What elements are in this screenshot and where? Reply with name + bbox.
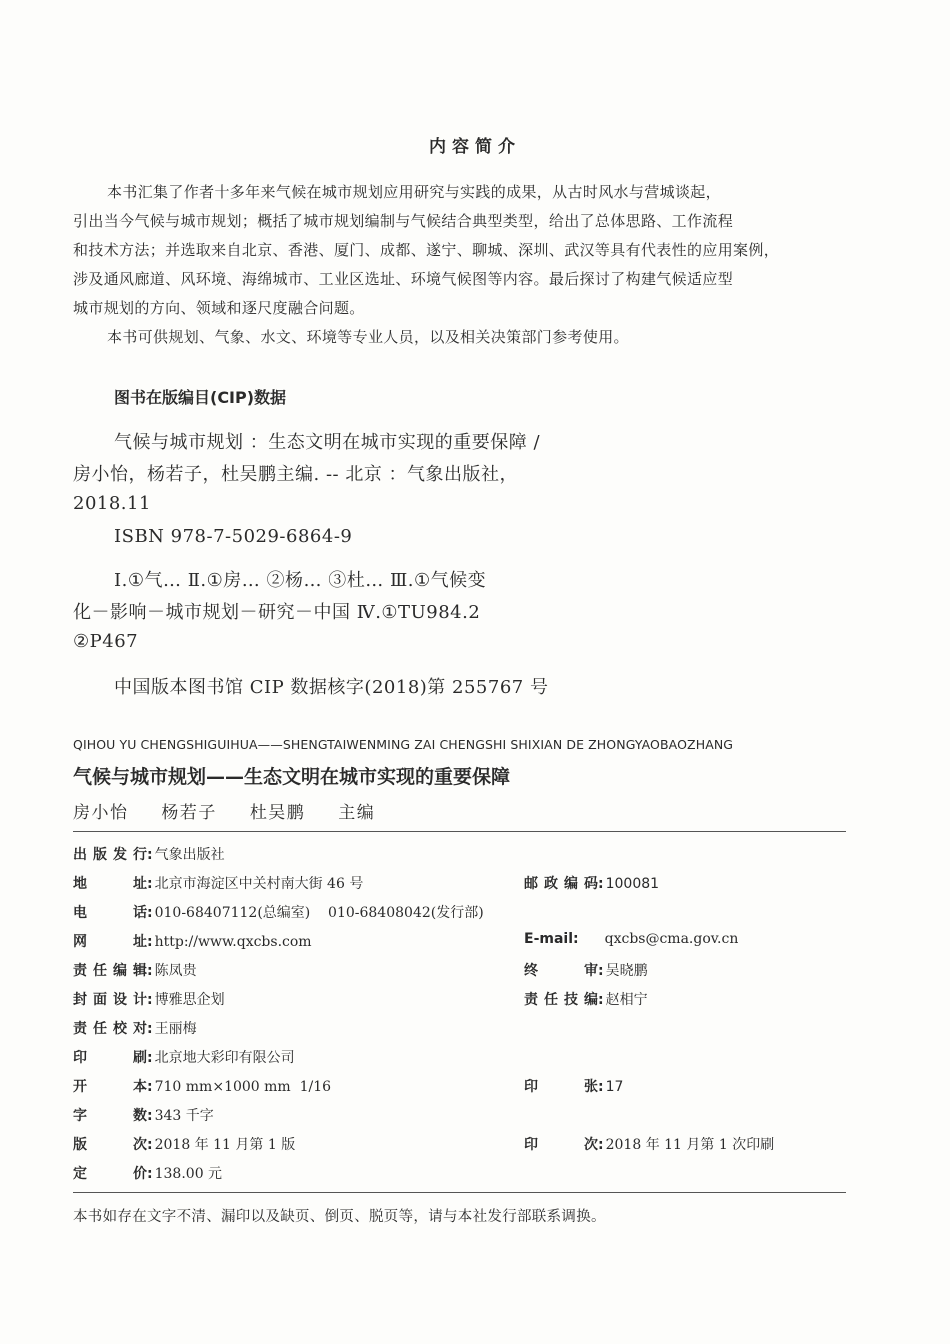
final-review-row: 终审: 吴晓鹏: [524, 960, 648, 980]
sheets-row: 印张: 17: [524, 1076, 623, 1096]
impression-value: 2018 年 11 月第 1 次印刷: [605, 1137, 775, 1153]
proofreader-row: 责任校对: 王丽梅: [73, 1018, 197, 1038]
phone-label: 电话: [73, 905, 147, 921]
final-review-value: 吴晓鹏: [605, 963, 648, 979]
impression-row: 印次: 2018 年 11 月第 1 次印刷: [524, 1134, 774, 1154]
price-label: 定价: [73, 1166, 147, 1182]
email-value[interactable]: qxcbs@cma.gov.cn: [604, 931, 739, 947]
proofreader-label: 责任校对: [73, 1021, 147, 1037]
intro-paragraph-line: 涉及通风廊道、风环境、海绵城市、工业区选址、环境气候图等内容。最后探讨了构建气候适应型: [73, 270, 734, 288]
divider-top: [73, 831, 846, 832]
postcode-row: 邮政编码: 100081: [524, 873, 659, 893]
format-value: 710 mm×1000 mm 1/16: [154, 1079, 332, 1095]
address-value: 北京市海淀区中关村南大街 46 号: [154, 876, 364, 892]
word-count-value: 343 千字: [154, 1108, 214, 1124]
cip-line: Ⅰ.①气… Ⅱ.①房… ②杨… ③杜… Ⅲ.①气候变: [114, 570, 487, 591]
cip-line: ②P467: [73, 631, 139, 652]
email-row: E-mail: qxcbs@cma.gov.cn: [524, 931, 739, 947]
word-count-label: 字数: [73, 1108, 147, 1124]
website-value[interactable]: http://www.qxcbs.com: [154, 934, 312, 950]
cover-design-value: 博雅思企划: [154, 992, 225, 1008]
format-label: 开本: [73, 1079, 147, 1095]
final-review-label: 终审: [524, 963, 598, 979]
impression-label: 印次: [524, 1137, 598, 1153]
editors: [73, 798, 401, 823]
editor-value: 陈凤贵: [154, 963, 197, 979]
tech-editor-label: 责任技编: [524, 992, 598, 1008]
word-count-row: 字数: 343 千字: [73, 1105, 214, 1125]
postcode-value: 100081: [605, 876, 660, 892]
phone-row: 电话: 010-68407112(总编室) 010-68408042(发行部): [73, 902, 484, 922]
website-row: 网址: http://www.qxcbs.com: [73, 931, 312, 951]
address-label: 地址: [73, 876, 147, 892]
address-row: 地址: 北京市海淀区中关村南大街 46 号: [73, 873, 363, 893]
printer-value: 北京地大彩印有限公司: [154, 1050, 295, 1066]
editor-name: 杨若子: [161, 803, 217, 823]
cip-line: ISBN 978-7-5029-6864-9: [114, 526, 353, 547]
website-label: 网址: [73, 934, 147, 950]
cover-design-label: 封面设计: [73, 992, 147, 1008]
cip-line: 化－影响－城市规划－研究－中国 Ⅳ.①TU984.2: [73, 602, 481, 623]
editor-role: 主编: [338, 803, 376, 823]
intro-paragraph-line: 本书可供规划、气象、水文、环境等专业人员，以及相关决策部门参考使用。: [107, 328, 629, 346]
footer-note: 本书如存在文字不清、漏印以及缺页、倒页、脱页等，请与本社发行部联系调换。: [73, 1209, 606, 1225]
price-value: 138.00 元: [154, 1166, 223, 1182]
proofreader-value: 王丽梅: [154, 1021, 197, 1037]
cip-line: 气候与城市规划 ：生态文明在城市实现的重要保障 /: [114, 432, 541, 453]
edition-row: 版次: 2018 年 11 月第 1 版: [73, 1134, 295, 1154]
phone-value: 010-68407112(总编室) 010-68408042(发行部): [154, 905, 484, 921]
edition-label: 版次: [73, 1137, 147, 1153]
intro-paragraph-line: 和技术方法；并选取来自北京、香港、厦门、成都、遂宁、聊城、深圳、武汉等具有代表性的应用案例，: [73, 241, 780, 259]
editor-label: 责任编辑: [73, 963, 147, 979]
intro-title: 内容简介: [429, 137, 521, 157]
sheets-value: 17: [605, 1079, 624, 1095]
publisher-label: 出版发行: [73, 847, 147, 863]
intro-paragraph-line: 城市规划的方向、领域和逐尺度融合问题。: [73, 299, 365, 317]
email-label: E-mail: [524, 931, 574, 947]
cover-design-row: 封面设计: 博雅思企划: [73, 989, 225, 1009]
divider-bottom: [73, 1192, 846, 1193]
printer-row: 印刷: 北京地大彩印有限公司: [73, 1047, 295, 1067]
intro-paragraph-line: 本书汇集了作者十多年来气候在城市规划应用研究与实践的成果，从古时风水与营城谈起，: [107, 183, 722, 201]
cip-number: 中国版本图书馆 CIP 数据核字(2018)第 255767 号: [114, 677, 549, 698]
edition-value: 2018 年 11 月第 1 版: [154, 1137, 296, 1153]
book-title: 气候与城市规划——生态文明在城市实现的重要保障: [73, 766, 511, 788]
format-row: 开本: 710 mm×1000 mm 1/16: [73, 1076, 331, 1096]
cip-line: 2018.11: [73, 493, 151, 514]
cip-heading: 图书在版编目(CIP)数据: [114, 388, 287, 407]
publisher-value: 气象出版社: [154, 847, 225, 863]
pinyin-title: QIHOU YU CHENGSHIGUIHUA——SHENGTAIWENMING ZAI CHENGSHI SHIXIAN DE ZHONGYAOBAOZHANG: [73, 737, 734, 752]
cip-line: 房小怡，杨若子，杜吴鹏主编. -- 北京 ：气象出版社，: [73, 464, 519, 485]
publisher-row: 出版发行: 气象出版社: [73, 844, 225, 864]
price-row: 定价: 138.00 元: [73, 1163, 222, 1183]
tech-editor-value: 赵相宁: [605, 992, 648, 1008]
editor-name: 房小怡: [73, 803, 129, 823]
tech-editor-row: 责任技编: 赵相宁: [524, 989, 648, 1009]
editor-name: 杜吴鹏: [249, 803, 306, 823]
postcode-label: 邮政编码: [524, 876, 598, 892]
editor-row: 责任编辑: 陈凤贵: [73, 960, 197, 980]
intro-paragraph-line: 引出当今气候与城市规划；概括了城市规划编制与气候结合典型类型，给出了总体思路、工作流程: [73, 212, 734, 230]
printer-label: 印刷: [73, 1050, 147, 1066]
sheets-label: 印张: [524, 1079, 598, 1095]
